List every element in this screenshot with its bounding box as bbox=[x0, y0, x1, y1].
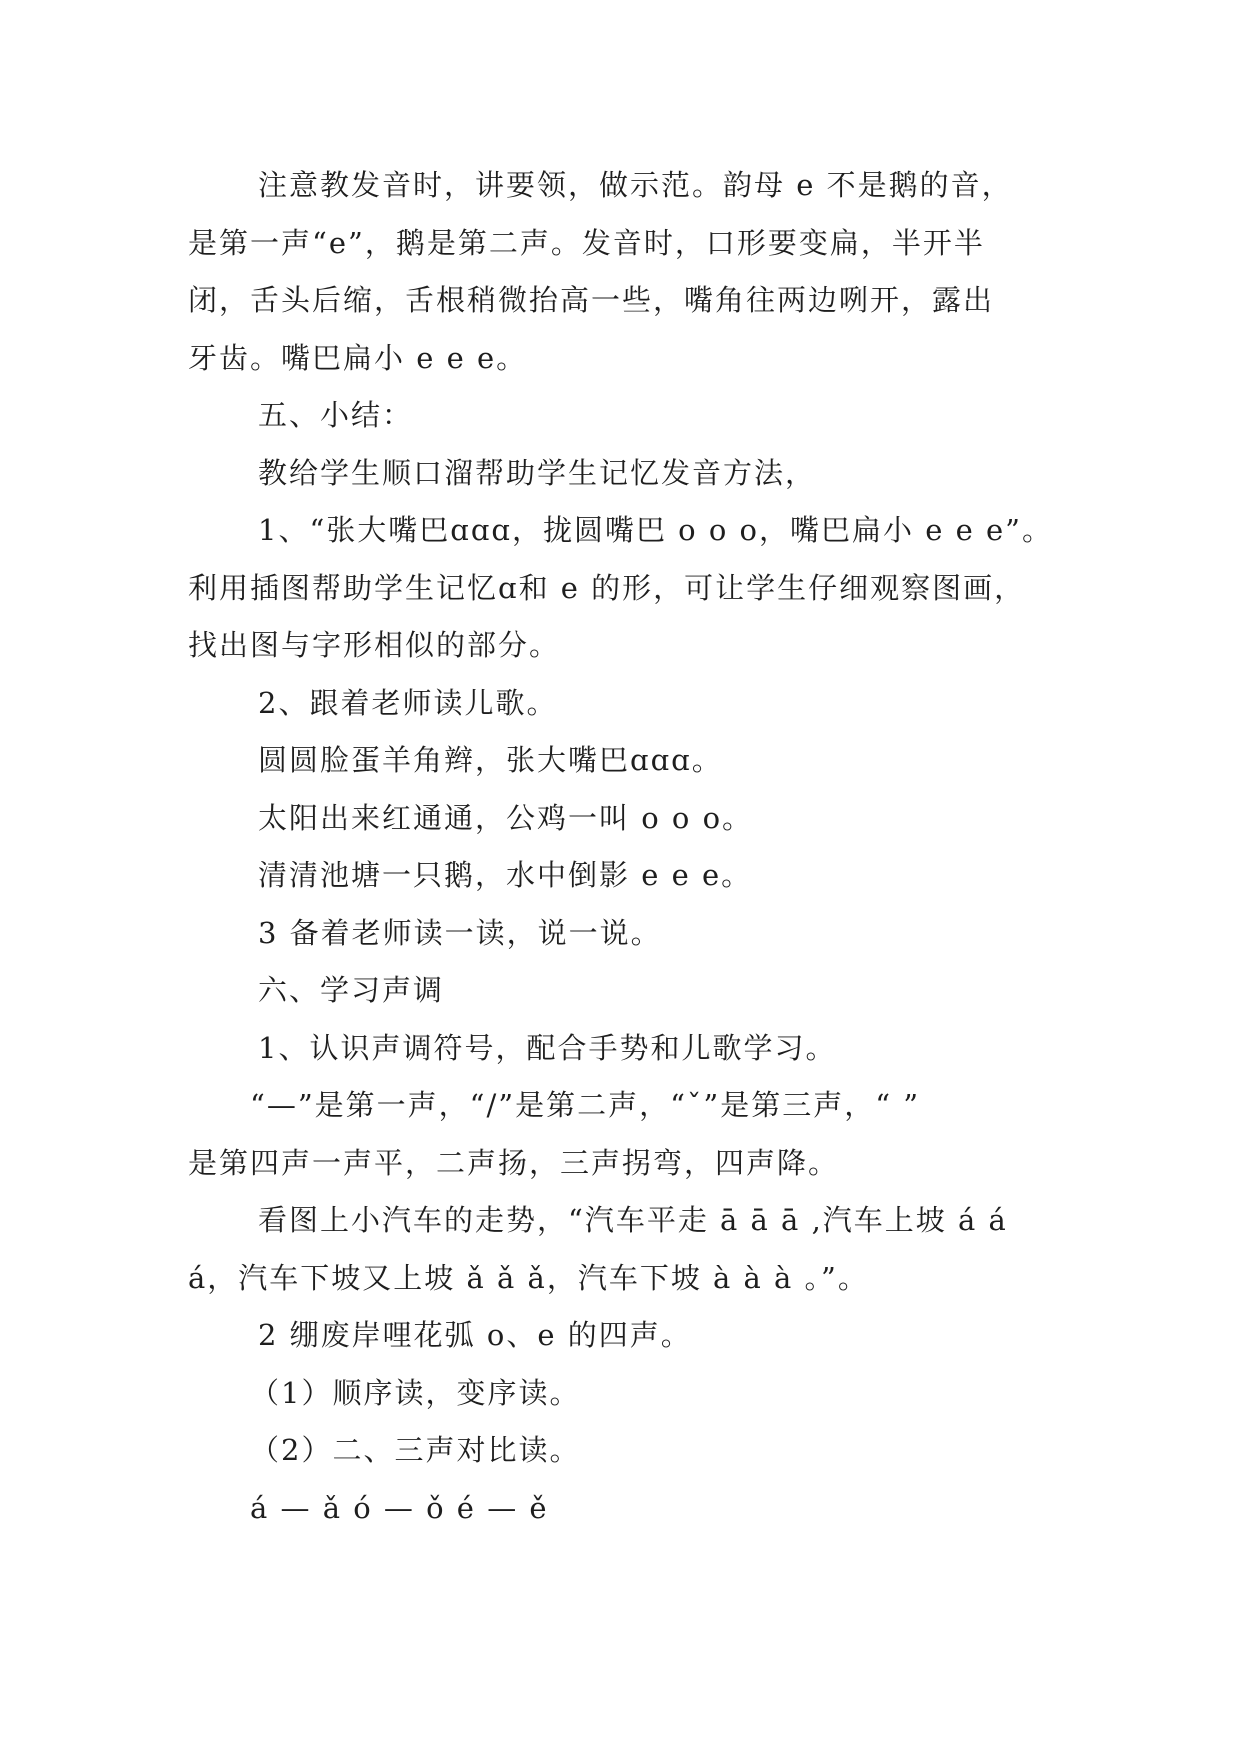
paragraph-line: 2、跟着老师读儿歌。 bbox=[258, 685, 558, 720]
paragraph-line: 3 备着老师读一读，说一说。 bbox=[258, 915, 662, 950]
rhyme-line: 清清池塘一只鹅，水中倒影 e e e。 bbox=[258, 858, 753, 892]
paragraph-line: 2 绷废岸哩花弧 o、e 的四声。 bbox=[258, 1318, 692, 1352]
paragraph-line: 闭，舌头后缩，舌根稍微抬高一些，嘴角往两边咧开，露出 bbox=[188, 283, 995, 317]
paragraph-line: 1、“张大嘴巴ɑɑɑ，拢圆嘴巴 o o o，嘴巴扁小 e e e”。 bbox=[258, 513, 1053, 547]
paragraph-line: 利用插图帮助学生记忆ɑ和 e 的形，可让学生仔细观察图画， bbox=[188, 570, 1026, 605]
paragraph-line: 牙齿。嘴巴扁小 e e e。 bbox=[188, 340, 528, 375]
paragraph-line: 1、认识声调符号，配合手势和儿歌学习。 bbox=[258, 1030, 837, 1065]
rhyme-line: 圆圆脸蛋羊角辫，张大嘴巴ɑɑɑ。 bbox=[258, 743, 723, 777]
paragraph-line: 是第四声一声平，二声扬，三声拐弯，四声降。 bbox=[188, 1145, 840, 1180]
paragraph-line: 教给学生顺口溜帮助学生记忆发音方法， bbox=[258, 455, 817, 490]
section-heading: 六、学习声调 bbox=[258, 973, 445, 1007]
paragraph-line: “—”是第一声，“/”是第二声，“ˇ”是第三声，“ ” bbox=[250, 1088, 921, 1122]
tone-comparison-line: á — ǎ ó — ǒ é — ě bbox=[250, 1490, 549, 1525]
list-item: （1）顺序读，变序读。 bbox=[250, 1375, 581, 1410]
rhyme-line: 太阳出来红通通，公鸡一叫 o o o。 bbox=[258, 800, 754, 835]
paragraph-line: 是第一声“e”，鹅是第二声。发音时，口形要变扁，半开半 bbox=[188, 225, 985, 260]
section-heading: 五、小结： bbox=[258, 398, 414, 432]
paragraph-line: á，汽车下坡又上坡 ǎ ǎ ǎ，汽车下坡 à à à 。”。 bbox=[188, 1260, 869, 1295]
paragraph-line: 找出图与字形相似的部分。 bbox=[188, 628, 561, 662]
list-item: （2）二、三声对比读。 bbox=[250, 1433, 581, 1467]
paragraph-line: 看图上小汽车的走势，“汽车平走 ā ā ā ,汽车上坡 á á bbox=[258, 1203, 1008, 1237]
paragraph-line: 注意教发音时，讲要领，做示范。韵母 e 不是鹅的音， bbox=[258, 168, 1013, 202]
document-page bbox=[188, 157, 1058, 1537]
